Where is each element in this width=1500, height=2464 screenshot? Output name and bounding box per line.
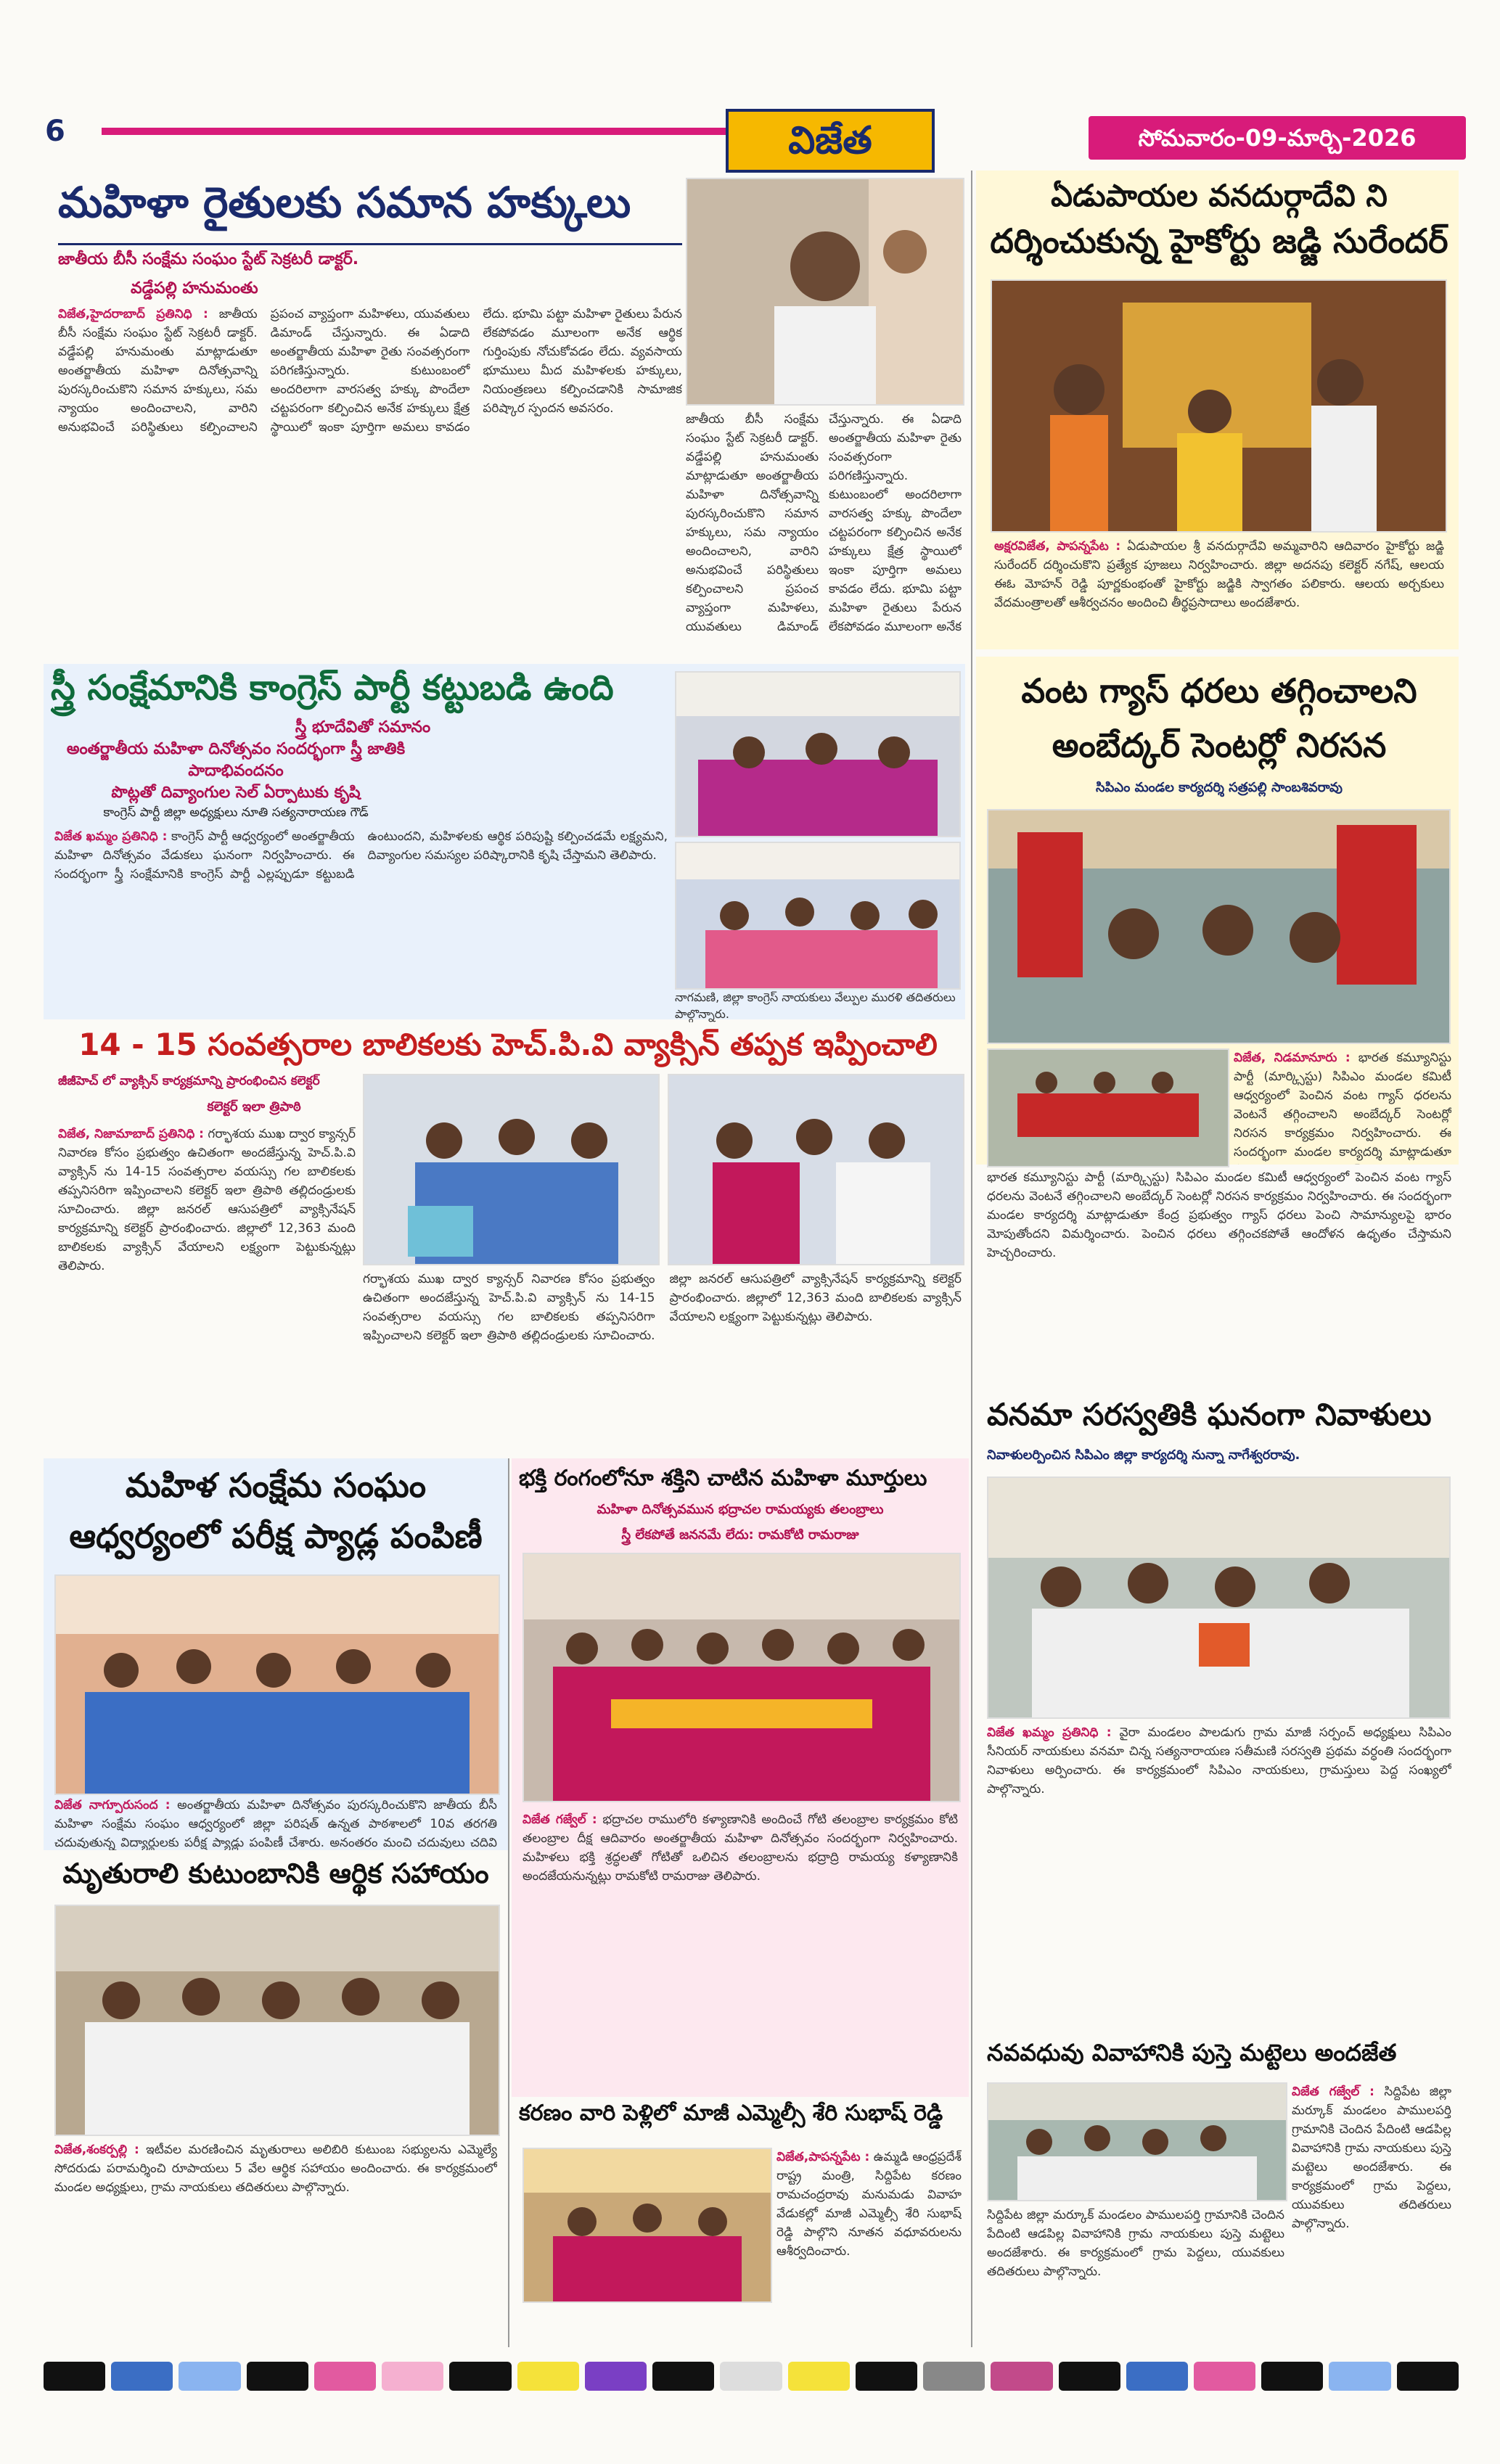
story5-headline: 14 - 15 సంవత్సరాల బాలికలకు హెచ్.పి.వి వ్యాక్సిన్ తప్పక ఇప్పించాలి [78,1027,938,1062]
story4-headline: వంట గ్యాస్ ధరలు తగ్గించాలని [1021,671,1417,710]
story10-body [776,2148,962,2300]
story2-headline: ఏడుపాయల వనదుర్గాదేవి ని [1051,178,1388,213]
story3-subhead4: కాంగ్రెస్ పార్టీ జిల్లా అధ్యక్షులు నూతి సత్యనారాయణ గౌడ్ [103,805,369,820]
story1-body-cont [686,410,962,646]
column-divider-lower [508,1458,509,2347]
story10-headline: కరణం వారి పెళ్లిలో మాజీ ఎమ్మెల్సీ శేరి సుభాష్ రెడ్డి [519,2100,943,2126]
story3-caption: నాగమణి, జిల్లా కాంగ్రెస్ నాయకులు వేల్పుల మురళి తదితరులు పాల్గొన్నారు. [675,990,956,1021]
story3-photo-bottom [675,842,961,990]
story6-subhead: నివాళులర్పించిన సిపిఎం జిల్లా కార్యదర్శి నున్నా నాగేశ్వరరావు. [987,1447,1300,1463]
story1-headline-rule [58,243,682,245]
story3-body [54,827,668,1016]
story5-subhead2: కలెక్టర్ ఇలా త్రిపాఠి [207,1099,301,1114]
story8-subhead1: మహిళా దినోత్సవమున భద్రాచల రామయ్యకు తలంబ్రాలు [597,1502,884,1517]
story1-body [58,305,682,646]
story9-text: ఇటీవల మరణించిన మృతురాలు అలిబిరి కుటుంబ సభ్యులను ఎమ్మెల్యే సోదరుడు పరామర్శించి రూపాయలు 5 వేల ఆర్థిక సహాయం అందించారు. ఈ కార్యక్రమంలో మండల అధ్యక్షులు, గ్రామ నాయకులు తదితరులు పాల్గొన్నారు. [54,2143,497,2195]
story11-dateline: విజేత గజ్వేల్ : [1292,2085,1374,2099]
story4-dateline: విజేత, నిడమానూరు : [1234,1051,1351,1065]
story6-body [987,1723,1451,2028]
page-number: 6 [45,115,65,148]
story9-dateline: విజేత,శంకర్పల్లి : [54,2143,139,2157]
story1-dateline: విజేత,హైదరాబాద్ ప్రతినిధి : [58,307,208,321]
story8-text: భద్రాచల రాములోరి కళ్యాణానికి అందించే గోటి తలంబ్రాల కార్యక్రమం కోటి తలంబ్రాల దీక్ష ఆదివారం అంతర్జాతీయ మహిళా దినోత్సవం సందర్భంగా నిర్వహించారు. మహిళలు భక్తి శ్రద్ధలతో గోటితో ఒలిచిన తలంబ్రాలను భద్రాద్రి రామయ్య కళ్యాణానికి అందజేయనున్నట్లు రామకోటి రామరాజు తెలిపారు. [522,1812,958,1884]
story5-subhead1: జీజీహెచ్ లో వ్యాక్సిన్ కార్యక్రమాన్ని ప్రారంభించిన కలెక్టర్ [58,1074,320,1088]
story3-text: కాంగ్రెస్ పార్టీ ఆధ్వర్యంలో అంతర్జాతీయ మహిళా దినోత్సవం వేడుకలు ఘనంగా నిర్వహించారు. ఈ సందర్భంగా స్త్రీ సంక్షేమానికి కాంగ్రెస్ పార్టీ ఎల్లప్పుడూ కట్టుబడి ఉంటుందని, మహిళలకు ఆర్థిక పరిపుష్టి కల్పించడమే లక్ష్యమని, దివ్యాంగుల సమస్యల పరిష్కారానికి కృషి చేస్తామని తెలిపారు. [54,829,668,882]
masthead-logo: విజేత [726,109,935,173]
story4-body [1234,1048,1451,1165]
story3-dateline: విజేత ఖమ్మం ప్రతినిధి : [54,829,168,844]
story11-body-cont [987,2206,1284,2344]
story7-body [54,1796,497,1850]
story6-headline: వనమా సరస్వతికి ఘనంగా నివాళులు [987,1397,1432,1432]
story6-text: వైరా మండలం పాలడుగు గ్రామ మాజీ సర్పంచ్ అధ్యక్షులు సిపిఎం సీనియర్ నాయకులు వనమా చిన్న సత్యనారాయణ సతీమణి సరస్వతి ప్రథమ వర్ధంతి సందర్భంగా నివాళులు అర్పించారు. ఈ కార్యక్రమంలో సిపిఎం నాయకులు, గ్రామస్తులు పెద్ద సంఖ్యలో పాల్గొన్నారు. [987,1725,1451,1796]
story7-dateline: విజేత నాగ్పూరుసంద : [54,1798,171,1812]
story3-subhead2: అంతర్జాతీయ మహిళా దినోత్సవం సందర్భంగా స్త్రీ జాతికి పాదాభివందనం [66,740,406,780]
story3-photo-top [675,671,961,837]
story8-dateline: విజేత గజ్వేల్ : [522,1812,597,1827]
column-divider [971,171,972,2347]
story10-photo [522,2148,772,2303]
story8-photo [522,1553,961,1802]
story4-text: భారత కమ్యూనిస్టు పార్టీ (మార్క్సిస్టు) సిపిఎం మండల కమిటీ ఆధ్వర్యంలో పెంచిన వంట గ్యాస్ ధరలను వెంటనే తగ్గించాలని అంబేద్కర్ సెంటర్లో నిరసన కార్యక్రమం నిర్వహించారు. ఈ సందర్భంగా మండల కార్యదర్శి మాట్లాడుతూ [1234,1051,1451,1159]
story9-headline: మృతురాలి కుటుంబానికి ఆర్థిక సహాయం [62,1857,489,1889]
story9-body [54,2140,497,2286]
registration-strip [44,2362,1459,2391]
story7-headline: మహిళ సంక్షేమ సంఘం [125,1466,427,1505]
date-banner: సోమవారం-09-మార్చి-2026 [1089,116,1466,160]
story5-photo-left [363,1074,660,1265]
story1-subhead-name: వడ్డేపల్లి హనుమంతు [131,279,258,297]
story3-headline: స్త్రీ సంక్షేమానికి కాంగ్రెస్ పార్టీ కట్టుబడి ఉంది [51,668,614,708]
story2-text: ఏడుపాయల శ్రీ వనదుర్గాదేవి అమ్మవారిని ఆదివారం హైకోర్టు జడ్జి సురేందర్ దర్శించుకొని ప్రత్యేక పూజలు నిర్వహించారు. జిల్లా అదనపు కలెక్టర్ నగేష్, ఆలయ ఈఓ మోహన్ రెడ్డి పూర్ణకుంభంతో హైకోర్టు జడ్జికి స్వాగతం పలికారు. ఆలయ అర్చకులు వేదమంత్రాలతో ఆశీర్వచనం అందించి తీర్థప్రసాదాలు అందజేశారు. [994,539,1444,610]
story11-text-cont: సిద్దిపేట జిల్లా మర్కూక్ మండలం పాములపర్తి గ్రామానికి చెందిన పేదింటి ఆడపిల్ల వివాహానికి గ్రామ నాయకులు పుస్తె మట్టెలు అందజేశారు. ఈ కార్యక్రమంలో గ్రామ పెద్దలు, యువకులు తదితరులు పాల్గొన్నారు. [987,2208,1284,2279]
story5-photo-right [668,1074,964,1265]
story7-text: అంతర్జాతీయ మహిళా దినోత్సవం పురస్కరించుకొని జాతీయ బీసీ మహిళా సంక్షేమ సంఘం ఆధ్వర్యంలో జిల్లా పరిషత్ ఉన్నత పాఠశాలలో 10వ తరగతి చదువుతున్న విద్యార్థులకు పరీక్ష ప్యాడ్లు పంపిణీ చేశారు. అనంతరం మంచి చదువులు చదివి [54,1798,497,1850]
story4-subhead: సిపిఎం మండల కార్యదర్శి సత్రపల్లి సాంబశివరావు [1096,780,1343,795]
story2-body [994,537,1444,646]
story8-body [522,1810,958,2006]
story5-body-cont [363,1270,962,1451]
story1-subhead: జాతీయ బీసీ సంక్షేమ సంఘం స్టేట్ సెక్రటరీ డాక్టర్. [58,250,359,268]
story11-headline: నవవధువు వివాహానికి పుస్తె మట్టెలు అందజేత [987,2039,1397,2066]
story8-headline: భక్తి రంగంలోనూ శక్తిని చాటిన మహిళా మూర్తులు [519,1466,927,1491]
story2-headline2: దర్శించుకున్న హైకోర్టు జడ్జి సురేందర్ [990,221,1448,260]
story5-dateline: విజేత, నిజామాబాద్ ప్రతినిధి : [58,1127,204,1141]
story2-photo [991,279,1447,533]
story5-text: గర్భాశయ ముఖ ద్వార క్యాన్సర్ నివారణ కోసం ప్రభుత్వం ఉచితంగా అందజేస్తున్న హెచ్.పి.వి వ్యాక్సిన్ ను 14-15 సంవత్సరాల వయస్సు గల బాలికలకు తప్పనిసరిగా ఇప్పించాలని కలెక్టర్ ఇలా త్రిపాఠి తల్లిదండ్రులకు సూచించారు. జిల్లా జనరల్ ఆసుపత్రిలో వ్యాక్సినేషన్ కార్యక్రమాన్ని కలెక్టర్ ప్రారంభించారు. జిల్లాలో 12,363 మంది బాలికలకు వ్యాక్సిన్ వేయాలని లక్ష్యంగా పెట్టుకున్నట్లు తెలిపారు. [58,1127,356,1273]
story6-photo [987,1477,1451,1719]
story1-text: జాతీయ బీసీ సంక్షేమ సంఘం స్టేట్ సెక్రటరీ డాక్టర్. వడ్డేపల్లి హనుమంతు మాట్లాడుతూ అంతర్జాతీయ మహిళా దినోత్సవాన్ని పురస్కరించుకొని సమాన హక్కులు, సమ న్యాయం అందించాలని, వారిని అనుభవించే పరిస్థితులు కల్పించాలని ప్రపంచ వ్యాప్తంగా మహిళలు, యువతులు డిమాండ్ చేస్తున్నారు. ఈ ఏడాది అంతర్జాతీయ మహిళా రైతు సంవత్సరంగా పరిగణిస్తున్నారు. కుటుంబంలో అందరిలాగా వారసత్వ హక్కు పొందేలా చట్టపరంగా కల్పించిన అనేక హక్కులు క్షేత్ర స్థాయిలో ఇంకా పూర్తిగా అమలు కావడం లేదు. భూమి పట్టా మహిళా రైతులు పేరున లేకపోవడం మూలంగా అనేక ఆర్థిక గుర్తింపుకు నోచుకోవడం లేదు. వ్యవసాయ భూములు మీద మహిళలకు హక్కులు, నియంత్రణలు కల్పించడానికి సామాజిక పరిష్కార స్పందన అవసరం. [58,307,682,435]
story11-photo [987,2082,1287,2201]
story5-text-cont: గర్భాశయ ముఖ ద్వార క్యాన్సర్ నివారణ కోసం ప్రభుత్వం ఉచితంగా అందజేస్తున్న హెచ్.పి.వి వ్యాక్సిన్ ను 14-15 సంవత్సరాల వయస్సు గల బాలికలకు తప్పనిసరిగా ఇప్పించాలని కలెక్టర్ ఇలా త్రిపాఠి తల్లిదండ్రులకు సూచించారు. జిల్లా జనరల్ ఆసుపత్రిలో వ్యాక్సినేషన్ కార్యక్రమాన్ని కలెక్టర్ ప్రారంభించారు. జిల్లాలో 12,363 మంది బాలికలకు వ్యాక్సిన్ వేయాలని లక్ష్యంగా పెట్టుకున్నట్లు తెలిపారు. [363,1272,962,1343]
story4-text-cont: భారత కమ్యూనిస్టు పార్టీ (మార్క్సిస్టు) సిపిఎం మండల కమిటీ ఆధ్వర్యంలో పెంచిన వంట గ్యాస్ ధరలను వెంటనే తగ్గించాలని అంబేద్కర్ సెంటర్లో నిరసన కార్యక్రమం నిర్వహించారు. ఈ సందర్భంగా మండల కార్యదర్శి మాట్లాడుతూ కేంద్ర ప్రభుత్వం గ్యాస్ ధరలు పెంచి సామాన్యులపై భారం మోపుతోందని విమర్శించారు. పెంచిన ధరలు తగ్గించకపోతే ఆందోళన ఉధృతం చేస్తామని హెచ్చరించారు. [987,1170,1451,1260]
story5-body [58,1125,356,1451]
story4-body-cont [987,1168,1451,1386]
story10-dateline: విజేత,పాపన్నపేట : [776,2150,870,2164]
story4-photo-top [987,809,1451,1044]
story10-text: ఉమ్మడి ఆంధ్రప్రదేశ్ రాష్ట్ర మంత్రి, సిద్దిపేట కరణం రామచంద్రరావు మనుమడు వివాహ వేడుకల్లో మాజీ ఎమ్మెల్సీ శేరి సుభాష్ రెడ్డి పాల్గొని నూతన వధూవరులను ఆశీర్వదించారు. [776,2150,962,2259]
story3-subhead1: స్త్రీ భూదేవితో సమానం [295,718,431,736]
story4-photo-bottom [987,1048,1229,1167]
story1-photo [686,178,964,406]
story9-photo [54,1905,500,2136]
story11-text: సిద్దిపేట జిల్లా మర్కూక్ మండలం పాములపర్తి గ్రామానికి చెందిన పేదింటి ఆడపిల్ల వివాహానికి గ్రామ నాయకులు పుస్తె మట్టెలు అందజేశారు. ఈ కార్యక్రమంలో గ్రామ పెద్దలు, యువకులు తదితరులు పాల్గొన్నారు. [1292,2085,1451,2231]
story7-photo [54,1574,500,1795]
story4-headline2: అంబేద్కర్ సెంటర్లో నిరసన [1052,726,1387,765]
story8-subhead2: స్త్రీ లేకపోతే జననమే లేదు: రామకోటి రామరాజు [621,1527,859,1543]
story1-headline: మహిళా రైతులకు సమాన హక్కులు [58,178,631,227]
story11-body [1292,2082,1451,2344]
story3-subhead3: పొట్లతో దివ్యాంగుల సెల్ ఏర్పాటుకు కృషి [111,784,361,802]
story2-dateline: అక్షరవిజేత, పాపన్నపేట : [994,539,1121,554]
story7-headline2: ఆధ్వర్యంలో పరీక్ష ప్యాడ్ల పంపిణీ [69,1516,483,1556]
story1-text-cont: జాతీయ బీసీ సంక్షేమ సంఘం స్టేట్ సెక్రటరీ డాక్టర్. వడ్డేపల్లి హనుమంతు మాట్లాడుతూ అంతర్జాతీయ మహిళా దినోత్సవాన్ని పురస్కరించుకొని సమాన హక్కులు, సమ న్యాయం అందించాలని, వారిని అనుభవించే పరిస్థితులు కల్పించాలని ప్రపంచ వ్యాప్తంగా మహిళలు, యువతులు డిమాండ్ చేస్తున్నారు. ఈ ఏడాది అంతర్జాతీయ మహిళా రైతు సంవత్సరంగా పరిగణిస్తున్నారు. కుటుంబంలో అందరిలాగా వారసత్వ హక్కు పొందేలా చట్టపరంగా కల్పించిన అనేక హక్కులు క్షేత్ర స్థాయిలో ఇంకా పూర్తిగా అమలు కావడం లేదు. భూమి పట్టా మహిళా రైతులు పేరున లేకపోవడం మూలంగా అనేక [686,412,962,634]
story6-dateline: విజేత ఖమ్మం ప్రతినిధి : [987,1725,1112,1740]
